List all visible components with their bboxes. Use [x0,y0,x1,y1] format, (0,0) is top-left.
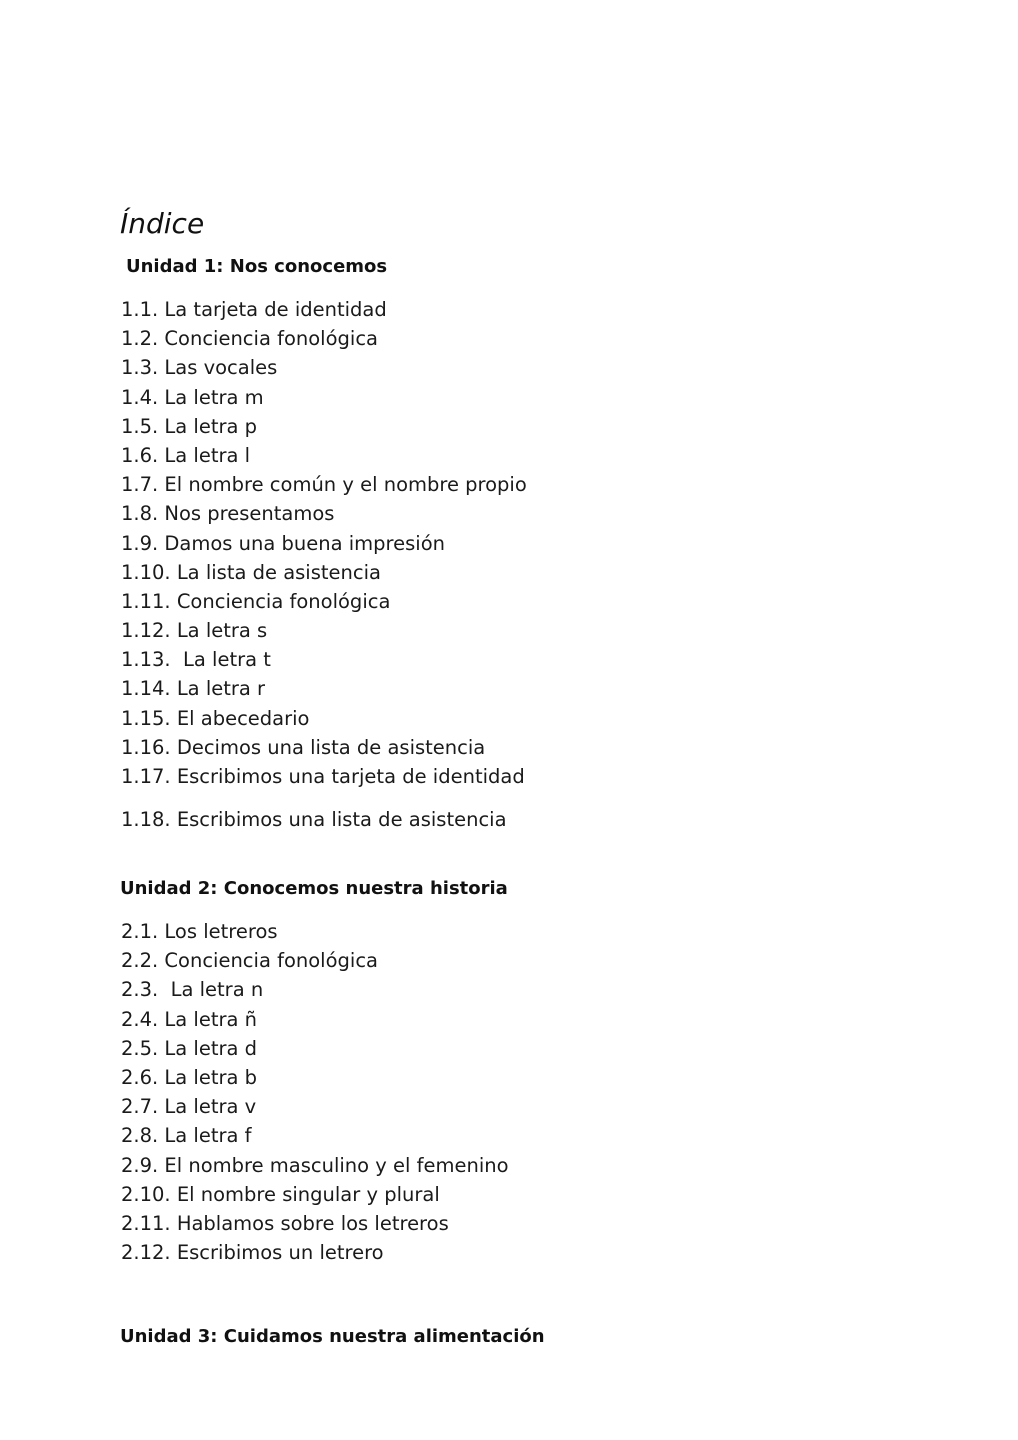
toc-item: 2.5. La letra d [121,1036,258,1060]
toc-item: 2.12. Escribimos un letrero [121,1241,384,1265]
toc-item: 2.7. La letra v [121,1095,257,1119]
toc-item: 1.12. La letra s [121,619,268,643]
toc-item: 1.18. Escribimos una lista de asistencia [121,808,507,832]
toc-item: 1.6. La letra l [121,443,251,467]
toc-item: 2.8. La letra f [121,1124,252,1148]
toc-item: 1.17. Escribimos una tarjeta de identidad [121,765,525,788]
page-title: Índice [120,207,205,240]
unit-1-heading: Unidad 1: Nos conocemos [126,256,388,277]
toc-item: 1.13. La letra t [121,648,271,672]
toc-item: 1.8. Nos presentamos [121,502,335,526]
toc-item: 2.3. La letra n [121,978,264,1002]
toc-item: 1.11. Conciencia fonológica [121,589,391,613]
toc-item: 1.15. El abecedario [121,706,310,730]
toc-item: 1.16. Decimos una lista de asistencia [121,735,486,759]
toc-item: 1.14. La letra r [121,677,266,701]
toc-item: 2.1. Los letreros [121,920,278,943]
toc-item: 1.7. El nombre común y el nombre propio [121,473,527,497]
toc-item: 1.4. La letra m [121,385,264,409]
toc-item: 1.3. Las vocales [121,356,278,380]
unit-2-heading: Unidad 2: Conocemos nuestra historia [120,878,508,899]
toc-item: 2.9. El nombre masculino y el femenino [121,1153,509,1177]
unit-1-list [121,295,527,834]
toc-item: 2.10. El nombre singular y plural [121,1182,440,1206]
toc-item: 1.10. La lista de asistencia [121,560,381,584]
toc-item: 2.6. La letra b [121,1065,258,1089]
toc-item: 1.1. La tarjeta de identidad [121,298,387,321]
toc-item: 2.2. Conciencia fonológica [121,949,378,973]
unit-3-heading: Unidad 3: Cuidamos nuestra alimentación [120,1326,545,1347]
toc-item: 1.2. Conciencia fonológica [121,327,378,351]
toc-item: 2.11. Hablamos sobre los letreros [121,1211,449,1235]
unit-2-list [121,917,509,1267]
toc-item: 1.9. Damos una buena impresión [121,531,446,555]
toc-item: 1.5. La letra p [121,414,258,438]
toc-item: 2.4. La letra ñ [121,1007,258,1031]
